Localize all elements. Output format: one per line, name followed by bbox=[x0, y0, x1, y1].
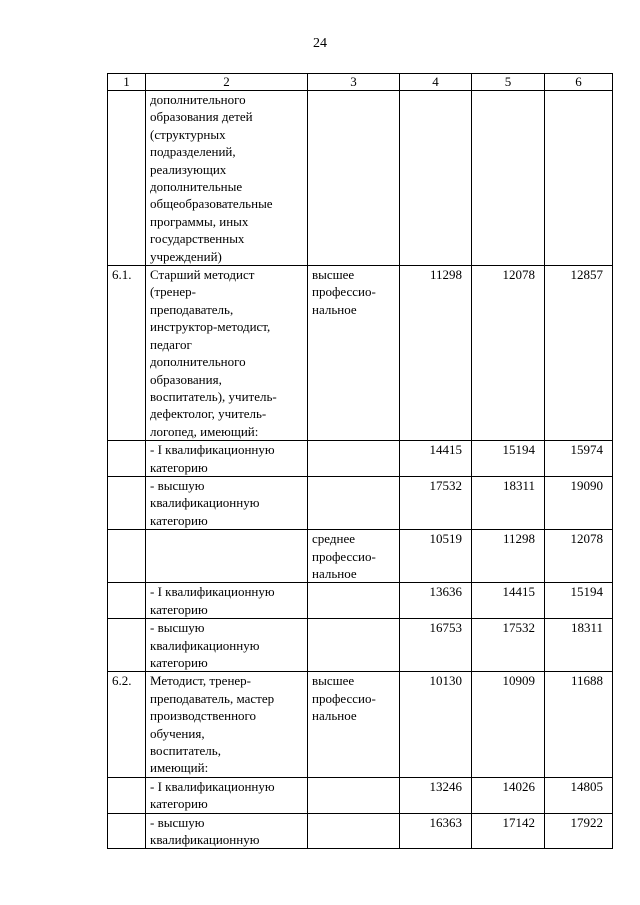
education-level: высшее профессио- нальное bbox=[308, 266, 400, 441]
salary-table bbox=[107, 73, 613, 849]
page-number: 24 bbox=[313, 36, 327, 51]
salary-value: 16363 bbox=[400, 813, 472, 849]
position-name: дополнительного образования детей (структурных подразделений, реализующих дополнительные общеобразовательные программы, иных государственных учреждений) bbox=[146, 91, 308, 266]
position-name: - высшую квалификационную bbox=[146, 813, 308, 849]
salary-value: 19090 bbox=[545, 476, 613, 529]
header-cell: 2 bbox=[146, 74, 308, 91]
salary-value: 13636 bbox=[400, 583, 472, 619]
salary-value: 14415 bbox=[472, 583, 545, 619]
salary-value: 12857 bbox=[545, 266, 613, 441]
salary-value: 18311 bbox=[472, 476, 545, 529]
table-row bbox=[108, 619, 613, 672]
salary-value bbox=[472, 91, 545, 266]
row-number bbox=[108, 91, 146, 266]
row-number bbox=[108, 441, 146, 477]
table-row bbox=[108, 476, 613, 529]
salary-value: 15194 bbox=[472, 441, 545, 477]
salary-value bbox=[545, 91, 613, 266]
salary-value: 14026 bbox=[472, 777, 545, 813]
education-level bbox=[308, 777, 400, 813]
row-number bbox=[108, 777, 146, 813]
salary-value: 14805 bbox=[545, 777, 613, 813]
salary-value: 11298 bbox=[400, 266, 472, 441]
table-row bbox=[108, 530, 613, 583]
header-cell: 1 bbox=[108, 74, 146, 91]
education-level bbox=[308, 91, 400, 266]
education-level bbox=[308, 476, 400, 529]
table-row bbox=[108, 441, 613, 477]
education-level: среднее профессио- нальное bbox=[308, 530, 400, 583]
salary-value bbox=[400, 91, 472, 266]
salary-value: 16753 bbox=[400, 619, 472, 672]
row-number bbox=[108, 530, 146, 583]
salary-value: 17142 bbox=[472, 813, 545, 849]
row-number bbox=[108, 813, 146, 849]
table-row bbox=[108, 672, 613, 777]
row-number: 6.1. bbox=[108, 266, 146, 441]
education-level: высшее профессио- нальное bbox=[308, 672, 400, 777]
header-cell: 4 bbox=[400, 74, 472, 91]
salary-value: 18311 bbox=[545, 619, 613, 672]
salary-value: 17922 bbox=[545, 813, 613, 849]
salary-value: 14415 bbox=[400, 441, 472, 477]
salary-value: 12078 bbox=[472, 266, 545, 441]
education-level bbox=[308, 619, 400, 672]
salary-value: 17532 bbox=[472, 619, 545, 672]
salary-value: 13246 bbox=[400, 777, 472, 813]
position-name bbox=[146, 530, 308, 583]
salary-value: 10519 bbox=[400, 530, 472, 583]
education-level bbox=[308, 441, 400, 477]
position-name: - I квалификационную категорию bbox=[146, 777, 308, 813]
salary-value: 15974 bbox=[545, 441, 613, 477]
salary-value: 10130 bbox=[400, 672, 472, 777]
position-name: Старший методист (тренер- преподаватель, инструктор-методист, педагог дополнительного образования, воспитатель), учитель- дефектолог, учитель- логопед, имеющий: bbox=[146, 266, 308, 441]
row-number bbox=[108, 476, 146, 529]
salary-value: 15194 bbox=[545, 583, 613, 619]
salary-value: 12078 bbox=[545, 530, 613, 583]
position-name: - высшую квалификационную категорию bbox=[146, 619, 308, 672]
table-row bbox=[108, 91, 613, 266]
education-level bbox=[308, 583, 400, 619]
salary-value: 11688 bbox=[545, 672, 613, 777]
header-cell: 5 bbox=[472, 74, 545, 91]
header-cell: 3 bbox=[308, 74, 400, 91]
row-number bbox=[108, 583, 146, 619]
table-row bbox=[108, 266, 613, 441]
position-name: - I квалификационную категорию bbox=[146, 441, 308, 477]
position-name: - I квалификационную категорию bbox=[146, 583, 308, 619]
table-row bbox=[108, 813, 613, 849]
education-level bbox=[308, 813, 400, 849]
table-row bbox=[108, 777, 613, 813]
header-cell: 6 bbox=[545, 74, 613, 91]
position-name: Методист, тренер- преподаватель, мастер производственного обучения, воспитатель, имеющий: bbox=[146, 672, 308, 777]
table-row bbox=[108, 583, 613, 619]
row-number: 6.2. bbox=[108, 672, 146, 777]
salary-value: 17532 bbox=[400, 476, 472, 529]
header-row bbox=[108, 74, 613, 91]
salary-value: 11298 bbox=[472, 530, 545, 583]
position-name: - высшую квалификационную категорию bbox=[146, 476, 308, 529]
salary-value: 10909 bbox=[472, 672, 545, 777]
row-number bbox=[108, 619, 146, 672]
